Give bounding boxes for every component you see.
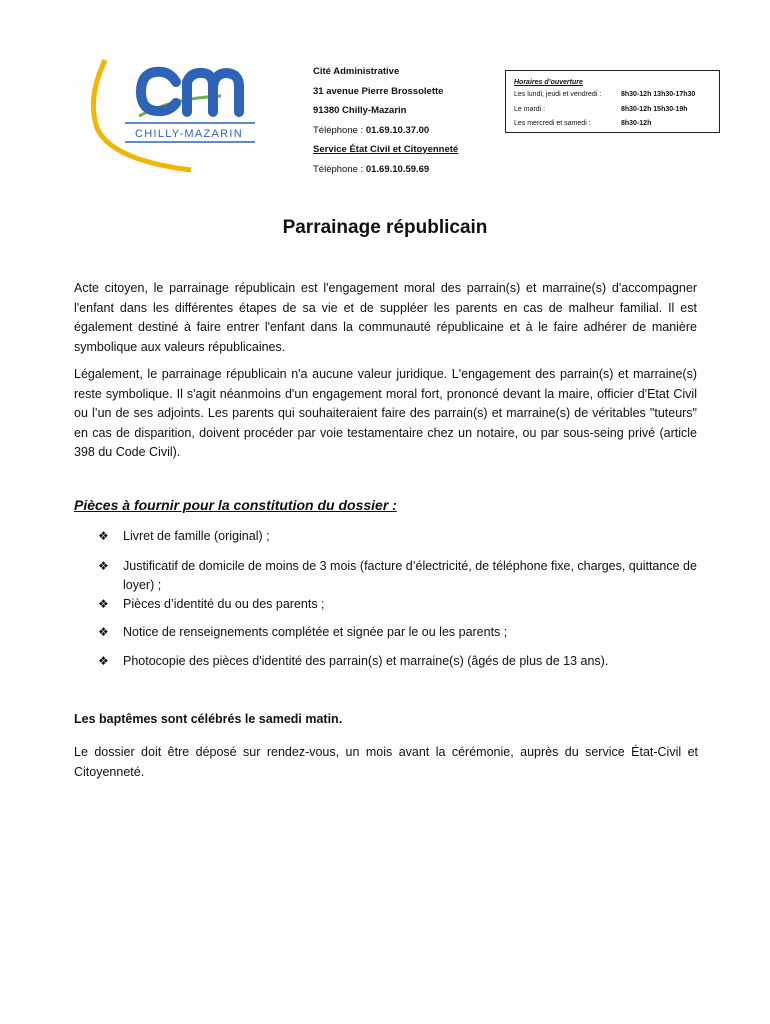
phone-line-1 [313,121,458,141]
list-item [98,652,608,671]
logo-m-letter [187,73,239,112]
hours-time: 8h30-12h 15h30-19h [621,105,688,113]
list-item-text: Livret de famille (original) ; [123,529,270,543]
address-line-1: Cité Administrative [313,66,400,77]
logo-city-text: CHILLY-MAZARIN [134,128,244,140]
hours-day: Le mardi : [514,105,546,113]
documents-section-title: Pièces à fournir pour la constitution du dossier : [74,497,397,513]
chilly-mazarin-logo [73,58,259,172]
final-paragraph: Le dossier doit être déposé sur rendez-vous, un mois avant la cérémonie, auprès du service État-Civil et Citoyenneté. [74,745,698,779]
diamond-bullet-icon: ❖ [98,559,109,573]
phone-line-2 [313,160,458,180]
address-line-2: 31 avenue Pierre Brossolette [313,85,444,97]
phone-1-label: Téléphone : [313,124,366,136]
list-item [98,527,270,546]
service-name: Service État Civil et Citoyenneté [313,144,459,155]
hours-day: Les lundi, jeudi et vendredi : [514,91,602,98]
list-item-text: Pièces d’identité du ou des parents ; [123,597,325,611]
baptemes-note: Les baptêmes sont célébrés le samedi matin. [74,712,343,726]
hours-day: Les mercredi et samedi : [514,120,591,127]
list-item [98,623,507,642]
legal-paragraph: Légalement, le parrainage républicain n'a aucune valeur juridique. L'engagement des parrain(s) et marraine(s) reste symbolique. Il s'agit néanmoins d'un engagement moral fort, prononcé devant la maire, officier d'Etat Civil ou l’un de ses adjoints. Les parents qui souhaiteraient faire des parrain(s) et marraine(s) de véritables "tuteurs" en cas de disparition, doivent procéder par voie testamentaire chez un notaire, ou par sous-seing privé (article 398 du Code Civil). [74,367,697,460]
address-block [313,62,458,179]
hours-title: Horaires d’ouverture [514,79,583,86]
hours-time: 8h30-12h 13h30-17h30 [621,91,696,98]
opening-hours-box [505,70,720,133]
list-item-text: Justificatif de domicile de moins de 3 mois (facture d’électricité, de téléphone fixe, charges, quittance de loyer) ; [123,559,697,592]
diamond-bullet-icon: ❖ [98,597,109,611]
document-title: Parrainage républicain [282,217,488,238]
phone-2-label: Téléphone : [313,163,366,175]
phone-1-value: 01.69.10.37.00 [365,124,430,136]
diamond-bullet-icon: ❖ [98,625,109,639]
diamond-bullet-icon: ❖ [98,529,109,543]
hours-row [514,88,712,103]
phone-2-value: 01.69.10.59.69 [365,163,430,175]
hours-time: 8h30-12h [621,120,652,127]
hours-row [514,117,712,132]
list-item-text: Notice de renseignements complétée et signée par le ou les parents ; [123,625,508,639]
list-item-text: Photocopie des pièces d'identité des parrain(s) et marraine(s) (âgés de plus de 13 ans). [123,654,609,668]
diamond-bullet-icon: ❖ [98,654,109,668]
list-item [98,595,325,614]
intro-paragraph: Acte citoyen, le parrainage républicain est l'engagement moral des parrain(s) et marraine(s) d'accompagner l'enfant dans les différentes étapes de sa vie et de suppléer les parents en cas de malheur familial. Il est également destiné à faire entrer l'enfant dans la communauté républicaine et à le faire adhérer de manière symbolique aux valeurs républicaines. [74,281,697,354]
logo-c-letter [141,72,176,111]
address-line-3: 91380 Chilly-Mazarin [313,105,407,116]
logo-graphic [73,58,259,172]
list-item [98,557,703,595]
hours-row [514,103,712,118]
